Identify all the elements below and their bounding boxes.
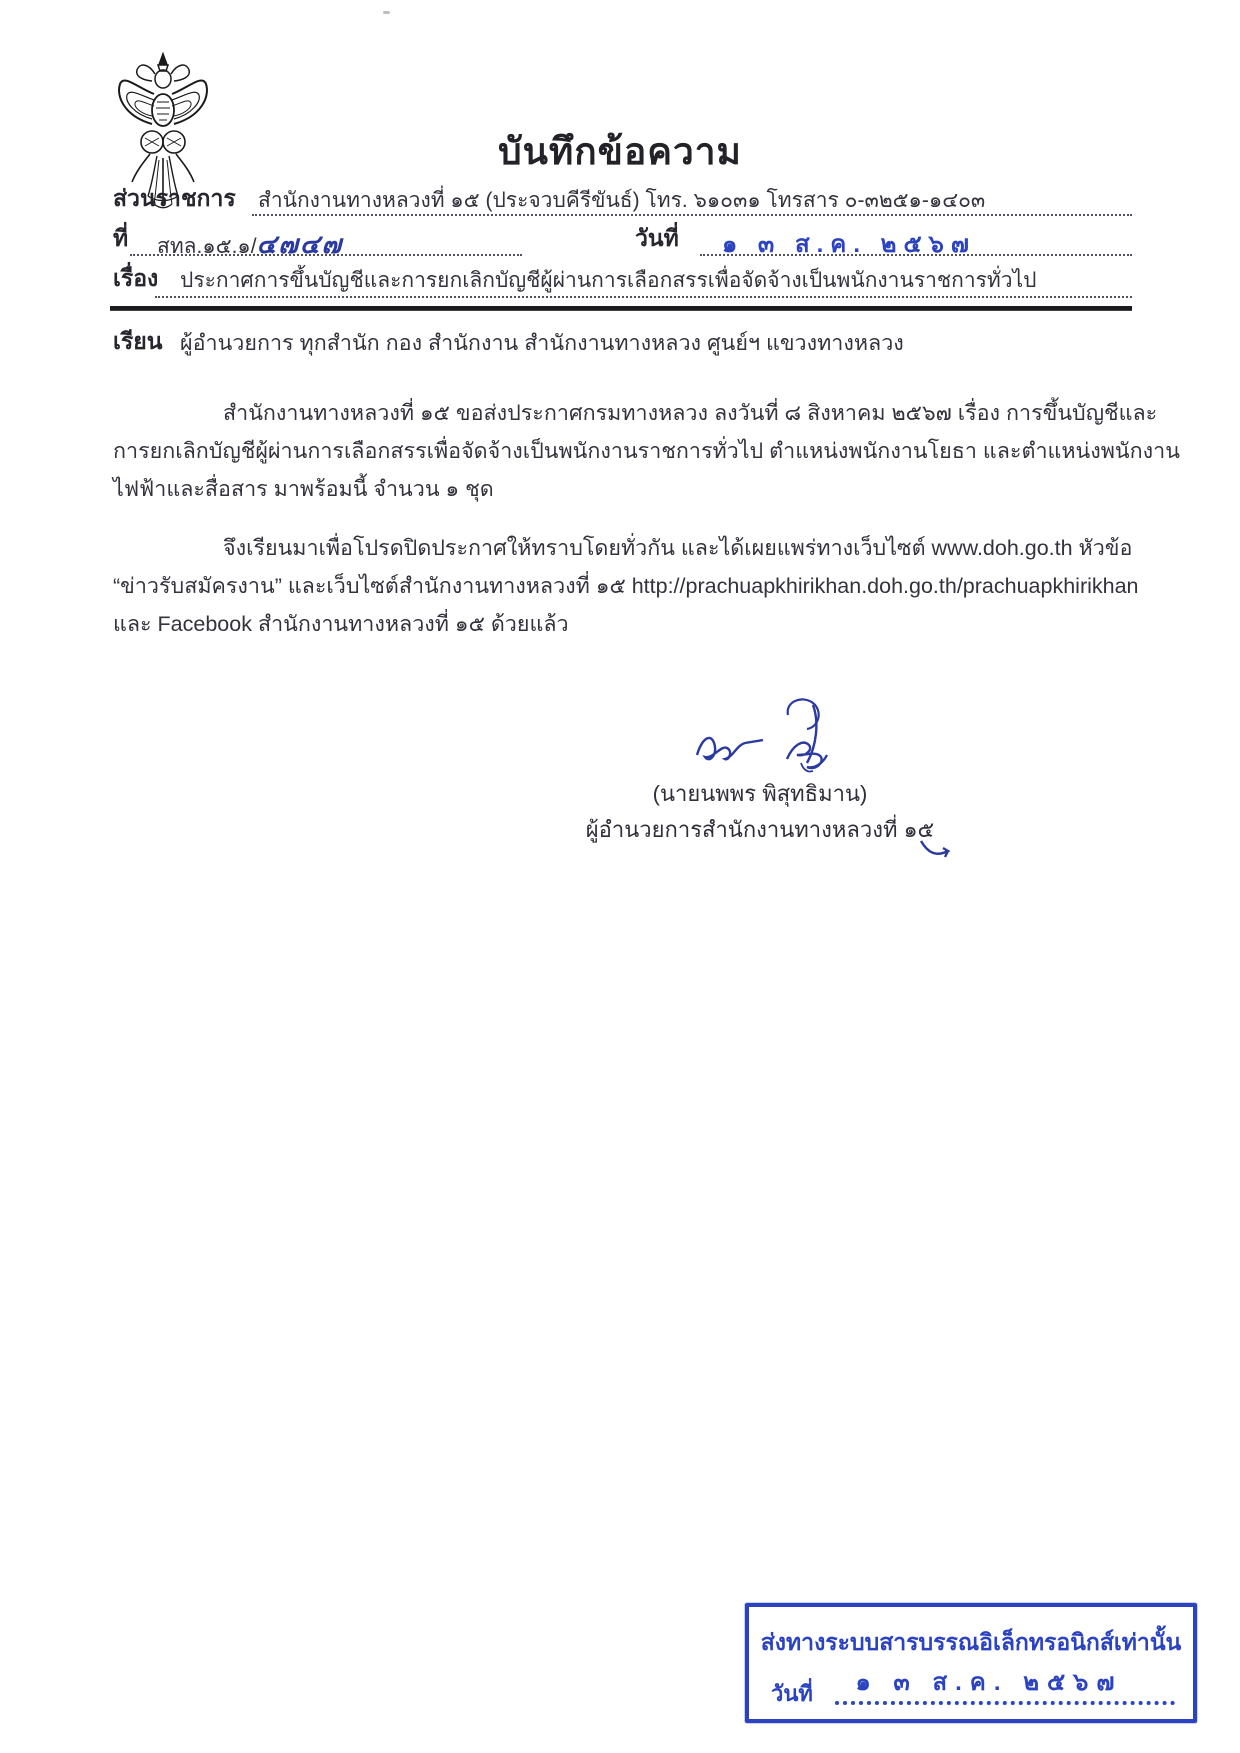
number-underline [130, 254, 522, 256]
agency-underline [252, 214, 1132, 216]
para2-line3: และ Facebook สำนักงานทางหลวงที่ ๑๕ ด้วยแล้ว [113, 612, 569, 636]
agency-value: สำนักงานทางหลวงที่ ๑๕ (ประจวบคีรีขันธ์) โทร. ๖๑๐๓๑ โทรสาร ๐-๓๒๕๑-๑๔๐๓ [258, 189, 986, 212]
stamp-date-label: วันที่ [771, 1681, 813, 1706]
para2-line2: “ข่าวรับสมัครงาน” และเว็บไซต์สำนักงานทางหลวงที่ ๑๕ http://prachuapkhirikhan.doh.go.th/prachuapkhirikhan [113, 574, 1139, 598]
electronic-stamp [745, 1603, 1197, 1723]
paragraph-2 [113, 529, 1139, 643]
para1-line1: สำนักงานทางหลวงที่ ๑๕ ขอส่งประกาศกรมทางหลวง ลงวันที่ ๘ สิงหาคม ๒๕๖๗ เรื่อง การขึ้นบัญชีและ [223, 401, 1158, 425]
date-label: วันที่ [635, 225, 679, 251]
number-label: ที่ [113, 225, 129, 251]
date-underline [700, 254, 1132, 256]
para1-line3: ไฟฟ้าและสื่อสาร มาพร้อมนี้ จำนวน ๑ ชุด [113, 477, 494, 501]
agency-label: ส่วนราชการ [113, 185, 236, 211]
para1-line2: การยกเลิกบัญชีผู้ผ่านการเลือกสรรเพื่อจัดจ้างเป็นพนักงานราชการทั่วไป ตำแหน่งพนักงานโยธา และตำแหน่งพนักงาน [113, 439, 1180, 463]
number-printed: สทล.๑๕.๑/ [157, 235, 257, 258]
stamp-date-value: ๑ ๓ ส.ค. ๒๕๖๗ [855, 1669, 1123, 1696]
to-label: เรียน [113, 328, 163, 354]
signer-position: ผู้อำนวยการสำนักงานทางหลวงที่ ๑๕ [585, 817, 935, 842]
subject-value: ประกาศการขึ้นบัญชีและการยกเลิกบัญชีผู้ผ่านการเลือกสรรเพื่อจัดจ้างเป็นพนักงานราชการทั่วไป [180, 269, 1037, 292]
para2-line1: จึงเรียนมาเพื่อโปรดปิดประกาศให้ทราบโดยทั่วกัน และได้เผยแพร่ทางเว็บไซต์ www.doh.go.th หัวข้อ [223, 536, 1133, 560]
scan-artifact [383, 11, 390, 14]
stamp-dotted-line [835, 1701, 1175, 1705]
subject-underline [155, 296, 1132, 298]
header-divider [110, 306, 1132, 311]
signature-icon [685, 693, 875, 783]
number-handwritten: ๔๗๔๗ [256, 229, 344, 259]
pen-mark-icon [918, 838, 952, 864]
subject-label: เรื่อง [113, 265, 159, 291]
date-stamp: ๑ ๓ ส.ค. ๒๕๖๗ [722, 231, 976, 258]
memo-title: บันทึกข้อความ [498, 131, 742, 172]
signer-name: (นายนพพร พิสุทธิมาน) [652, 781, 868, 806]
to-value: ผู้อำนวยการ ทุกสำนัก กอง สำนักงาน สำนักงานทางหลวง ศูนย์ฯ แขวงทางหลวง [180, 331, 904, 355]
stamp-line1: ส่งทางระบบสารบรรณอิเล็กทรอนิกส์เท่านั้น [760, 1629, 1182, 1655]
number-value [157, 224, 343, 265]
stamp-date-row [771, 1669, 1177, 1713]
paragraph-1 [113, 394, 1180, 508]
